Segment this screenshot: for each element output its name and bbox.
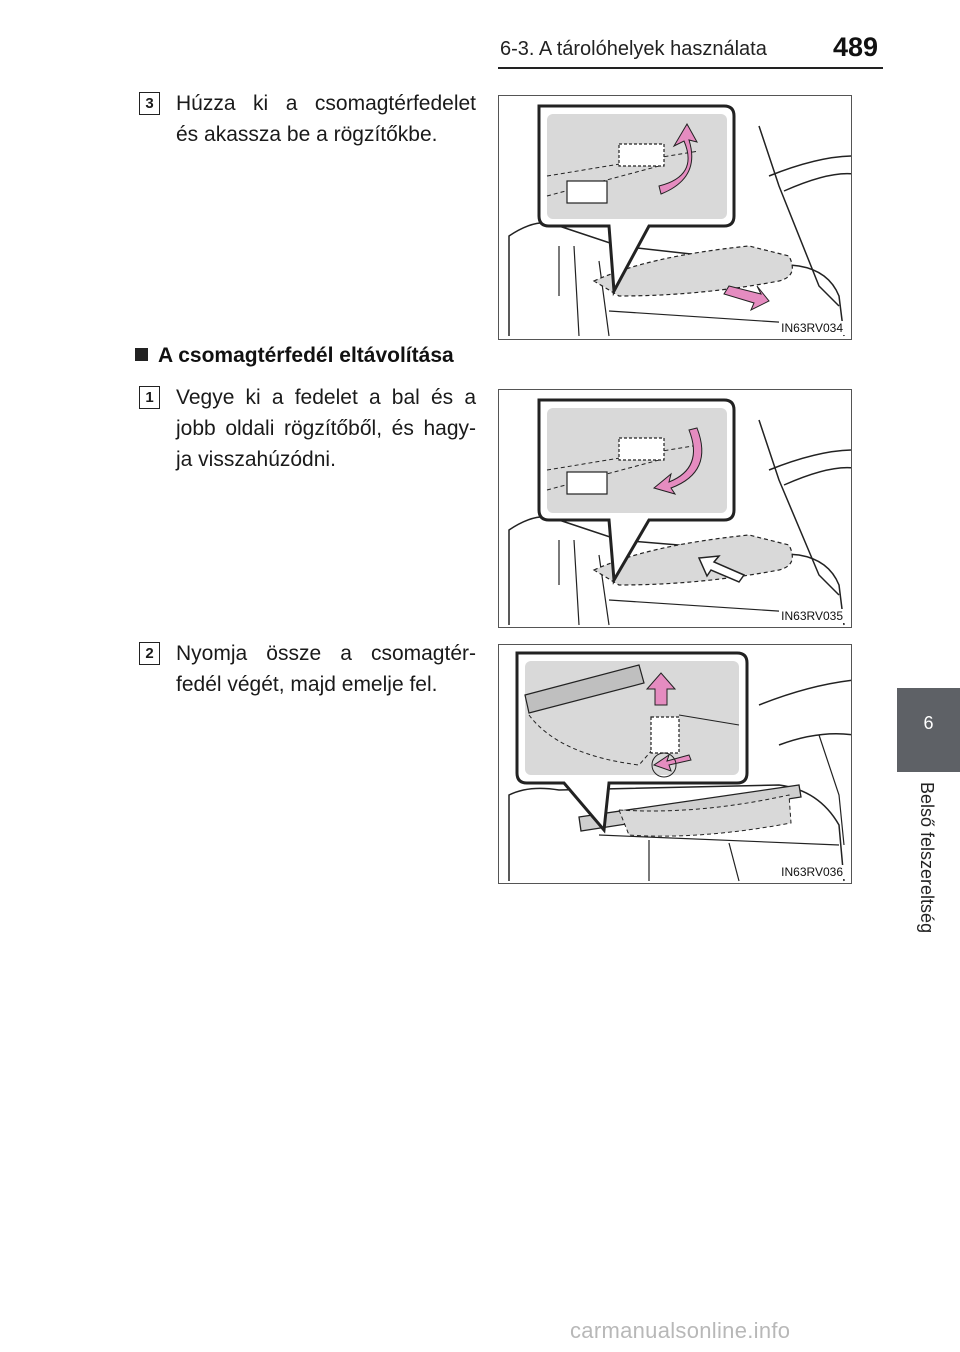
step-number-2: 2	[139, 642, 160, 665]
step-1-line-2: jobb oldali rögzítőből, és hagy-	[176, 417, 476, 440]
figure-in63rv036	[498, 644, 852, 884]
step-1-text	[176, 382, 476, 475]
figure-in63rv035	[498, 389, 852, 628]
watermark: carmanualsonline.info	[570, 1318, 791, 1343]
figure-in63rv034	[498, 95, 852, 340]
chapter-tab	[897, 688, 960, 772]
figure-code: IN63RV034	[781, 321, 843, 335]
step-3-text	[176, 88, 476, 150]
header-rule	[498, 67, 883, 69]
page-number: 489	[833, 32, 879, 62]
figure-code: IN63RV036	[781, 865, 843, 879]
chapter-label	[897, 782, 960, 982]
chapter-number: 6	[923, 713, 934, 733]
step-number-3: 3	[139, 92, 160, 115]
section-title: 6-3. A tárolóhelyek használata	[500, 38, 767, 60]
step-2-line-2: fedél végét, majd emelje fel.	[176, 673, 438, 696]
section-heading-text: A csomagtérfedél eltávolítása	[158, 344, 454, 367]
step-1-line-3: ja visszahúzódni.	[176, 448, 336, 471]
chapter-label-text: Belső felszereltség	[917, 782, 937, 934]
trunk-cover-lift-illustration	[499, 645, 851, 883]
step-3-line-2: és akassza be a rögzítőkbe.	[176, 123, 438, 146]
step-number-1: 1	[139, 386, 160, 409]
trunk-cover-hook-illustration	[499, 96, 851, 339]
section-heading	[135, 344, 454, 368]
step-2-line-1: Nyomja össze a csomagtér-	[176, 642, 476, 665]
step-2-text	[176, 638, 476, 700]
step-1-line-1: Vegye ki a fedelet a bal és a	[176, 386, 476, 409]
step-3-line-1: Húzza ki a csomagtérfedelet	[176, 92, 476, 115]
square-bullet-icon	[135, 348, 148, 361]
trunk-cover-release-illustration	[499, 390, 851, 627]
figure-code: IN63RV035	[781, 609, 843, 623]
